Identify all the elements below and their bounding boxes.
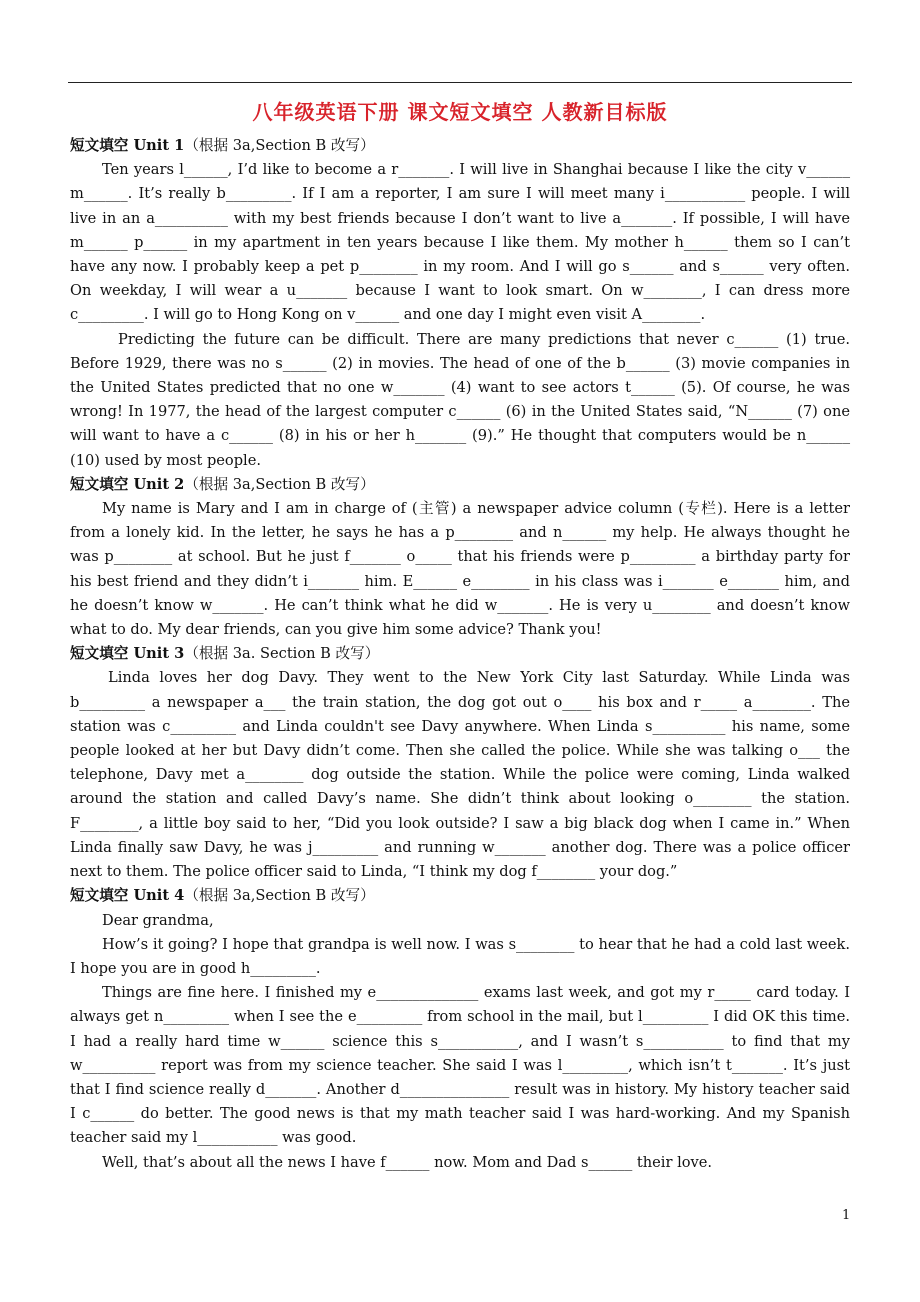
unit-4-paragraph-1: How’s it going? I hope that grandpa is well now. I was s________ to hear that he had a cold last week. I hope you are in good h_________. [70,935,850,977]
section-heading-label: 短文填空 Unit 2 [70,475,185,493]
section-heading-unit-1 [70,134,850,158]
section-heading-note: （根据 3a,Section B 改写） [184,887,375,905]
unit-4-paragraph-2: Things are fine here. I finished my e______________ exams last week, and got my r_____ card today. I always get n_________ when I see the e_________ from school in the mail, but l_________ I did OK this time. I had a really hard time w______ science this s___________, and I wasn’t s___________ to find that my w__________ report was from my science teacher. She said I was l_________, which isn’t t_______. It’s just that I find science really d_______. Another d_______________ result was in history. My history teacher said I c______ do better. The good news is that my math teacher said I was hard-working. And my Spanish teacher said my l___________ was good. [70,984,850,1147]
section-heading-unit-2 [70,473,850,497]
unit-3-paragraph-1: Linda loves her dog Davy. They went to the New York City last Saturday. While Linda was b_________ a newspaper a___ the train station, the dog got out o____ his box and r_____ a________. The station was c_________ and Linda couldn't see Davy anywhere. When Linda s__________ his name, some people looked at her but Davy didn’t come. Then she called the police. While she was talking o___ the telephone, Davy met a________ dog outside the station. While the police were coming, Linda walked around the station and called Davy’s name. She didn’t think about looking o________ the station. F________, a little boy said to her, “Did you look outside? I saw a big black dog when I came in.” When Linda finally saw Davy, he was j_________ and running w_______ another dog. There was a police officer next to them. The police officer said to Linda, “I think my dog f________ your dog.” [70,669,850,881]
unit-4-salutation: Dear grandma, [102,911,214,929]
section-heading-label: 短文填空 Unit 3 [70,645,185,663]
section-heading-note: （根据 3a. Section B 改写） [184,645,380,663]
unit-2-paragraph-1: My name is Mary and I am in charge of (主管) a newspaper advice column (专栏). Here is a letter from a lonely kid. In the letter, he says he has a p________ and n______ my help. He always thought he was p________ at school. But he just f_______ o_____ that his friends were p_________ a birthday party for his best friend and they didn’t i_______ him. E______ e________ in his class was i_______ e_______ him, and he doesn’t know w_______. He can’t think what he did w_______. He is very u________ and doesn’t know what to do. My dear friends, can you give him some advice? Thank you! [70,500,850,639]
section-heading-label: 短文填空 Unit 1 [70,137,185,154]
unit-1-paragraph-2: Predicting the future can be difficult. There are many predictions that never c______ (1) true. Before 1929, there was no s______ (2) in movies. The head of one of the b______ (3) movie companies in the United States predicted that no one w_______ (4) want to see actors t______ (5). Of course, he was wrong! In 1977, the head of the largest computer c______ (6) in the United States said, “N______ (7) one will want to have a c______ (8) in his or her h_______ (9).” He thought that computers would be n______ (10) used by most people. [70,330,850,469]
section-heading-unit-4 [70,884,850,908]
unit-1-paragraph-1: Ten years l______, I’d like to become a r_______. I will live in Shanghai because I like the city v______ m______. It’s really b_________. If I am a reporter, I am sure I will meet many i___________ people. I will live in an a__________ with my best friends because I don’t want to live a_______. If possible, I will have m______ p______ in my apartment in ten years because I like them. My mother h______ them so I can’t have any now. I probably keep a pet p________ in my room. And I will go s______ and s______ very often. On weekday, I will wear a u_______ because I want to look smart. On w________, I can dress more c_________. I will go to Hong Kong on v______ and one day I might even visit A________. [70,161,850,324]
page-number: 1 [842,1208,851,1223]
page-title: 八年级英语下册 课文短文填空 人教新目标版 [252,100,668,124]
section-heading-unit-3 [70,642,850,666]
document-body [70,134,850,1175]
section-heading-note: （根据 3a,Section B 改写） [184,137,375,154]
unit-4-paragraph-3: Well, that’s about all the news I have f______ now. Mom and Dad s______ their love. [102,1153,713,1171]
section-heading-label: 短文填空 Unit 4 [70,887,185,905]
section-heading-note: （根据 3a,Section B 改写） [184,475,375,493]
header-rule [68,82,852,83]
